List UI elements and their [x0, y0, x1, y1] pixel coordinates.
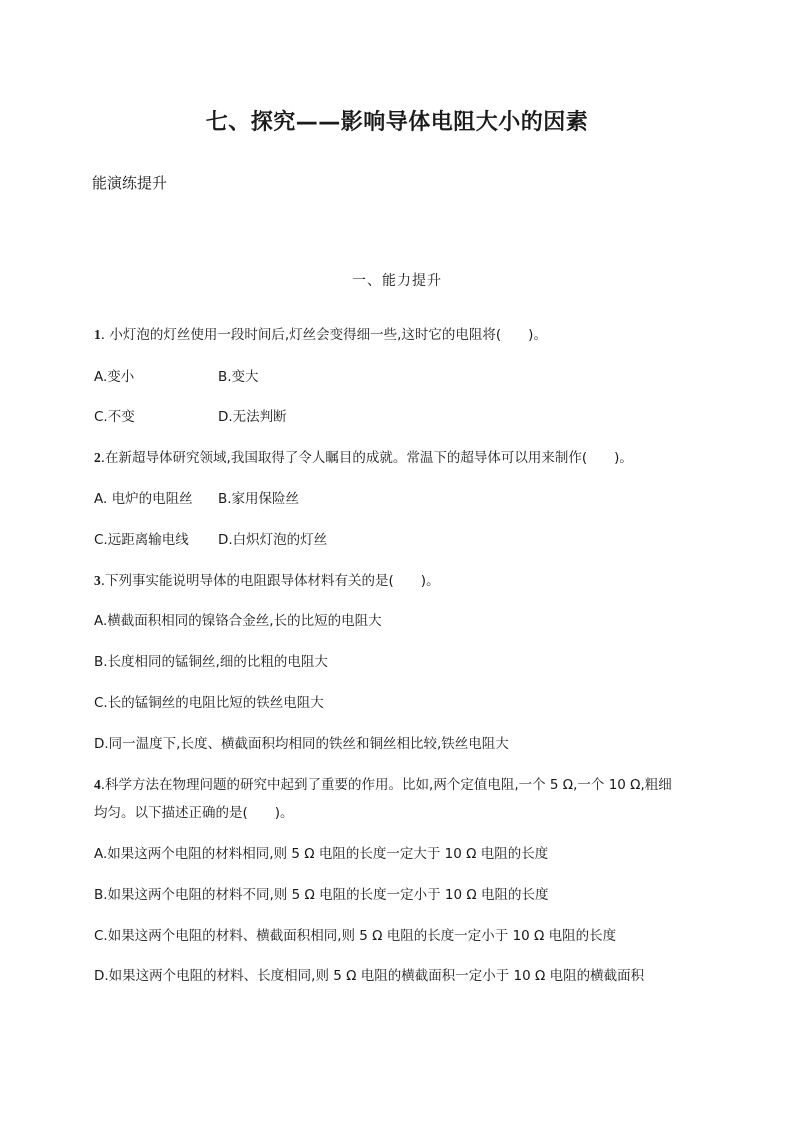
question-text: .在新超导体研究领域,我国取得了令人瞩目的成就。常温下的超导体可以用来制作( )。: [100, 450, 633, 466]
question-text: . 小灯泡的灯丝使用一段时间后,灯丝会变得细一些,这时它的电阻将( )。: [100, 327, 547, 343]
q3-option-a: A.横截面积相同的镍铬合金丝,长的比短的电阻大: [94, 613, 382, 629]
q4-option-c: C.如果这两个电阻的材料、横截面积相同,则 5 Ω 电阻的长度一定小于 10 Ω 电阻的长度: [94, 928, 617, 944]
q3-option-d: D.同一温度下,长度、横截面积均相同的铁丝和铜丝相比较,铁丝电阻大: [94, 736, 509, 752]
question-text: .下列事实能说明导体的电阻跟导体材料有关的是( )。: [100, 573, 440, 589]
question-4-continued: 均匀。以下描述正确的是( )。: [94, 805, 294, 821]
q1-option-a: A.变小: [94, 369, 135, 385]
question-4: [94, 774, 672, 796]
q4-option-b: B.如果这两个电阻的材料不同,则 5 Ω 电阻的长度一定小于 10 Ω 电阻的长度: [94, 887, 549, 903]
page-title: 七、探究——影响导体电阻大小的因素: [205, 110, 589, 135]
question-2: [94, 447, 633, 469]
question-1: [94, 324, 547, 346]
q3-option-c: C.长的锰铜丝的电阻比短的铁丝电阻大: [94, 695, 324, 711]
page-subtitle: 能演练提升: [92, 174, 168, 192]
question-number: 4: [94, 777, 101, 792]
question-number: 1: [94, 327, 101, 342]
question-3: [94, 570, 440, 592]
q4-option-d: D.如果这两个电阻的材料、长度相同,则 5 Ω 电阻的横截面积一定小于 10 Ω 电阻的横截面积: [94, 968, 645, 984]
q1-option-d: D.无法判断: [218, 409, 287, 425]
q1-option-c: C.不变: [94, 409, 135, 425]
section-heading: 一、能力提升: [352, 273, 442, 289]
q2-option-b: B.家用保险丝: [218, 491, 300, 507]
q4-option-a: A.如果这两个电阻的材料相同,则 5 Ω 电阻的长度一定大于 10 Ω 电阻的长度: [94, 846, 549, 862]
question-number: 3: [94, 573, 101, 588]
q2-option-c: C.远距离输电线: [94, 532, 189, 548]
question-text: .科学方法在物理问题的研究中起到了重要的作用。比如,两个定值电阻,一个 5 Ω,一个 10 Ω,粗细: [100, 777, 672, 793]
q2-option-d: D.白炽灯泡的灯丝: [218, 532, 328, 548]
q2-option-a: A. 电炉的电阻丝: [94, 491, 193, 507]
question-number: 2: [94, 450, 101, 465]
q1-option-b: B.变大: [218, 369, 259, 385]
q3-option-b: B.长度相同的锰铜丝,细的比粗的电阻大: [94, 654, 328, 670]
